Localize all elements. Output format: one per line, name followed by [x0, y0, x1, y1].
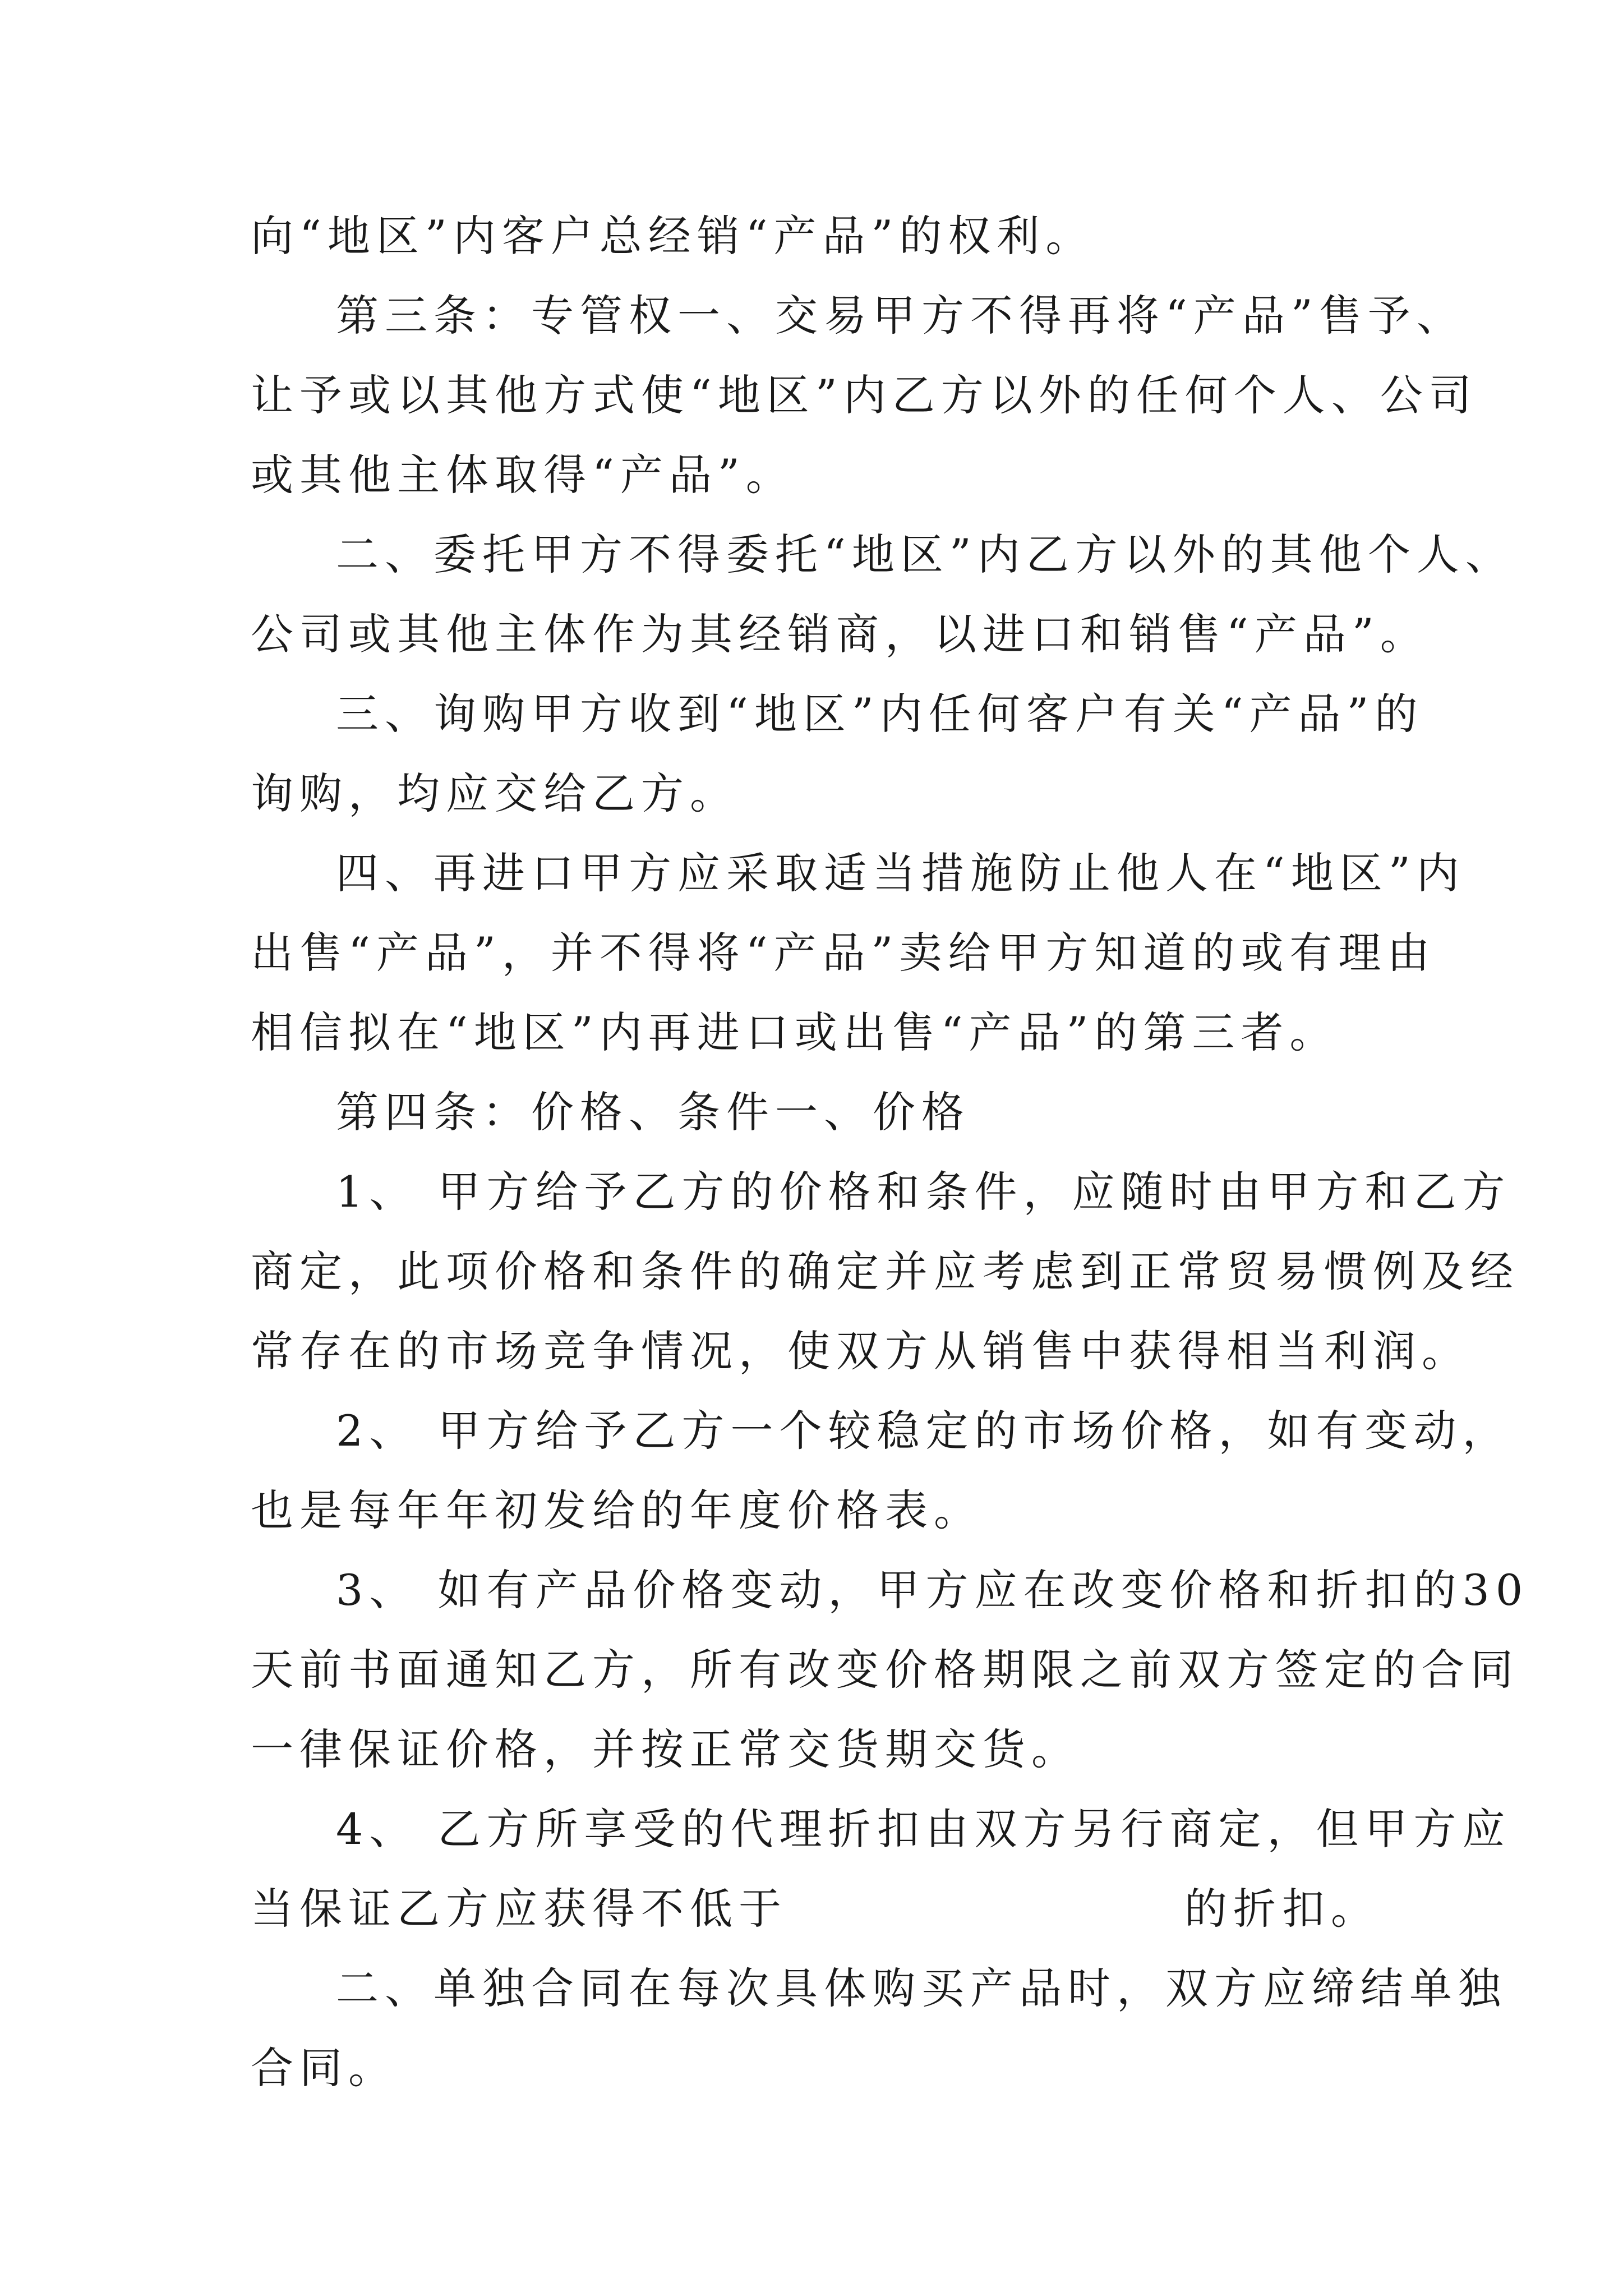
- document-body: [251, 196, 1529, 2108]
- text-line: 一律保证价格，并按正常交货期交货。: [251, 1724, 1080, 1774]
- text-line: 让予或以其他方式使“地区”内乙方以外的任何个人、公司: [251, 370, 1478, 420]
- text-line: 出售“产品”，并不得将“产品”卖给甲方知道的或有理由: [251, 928, 1436, 978]
- price-item-3-line: 3、 如有产品价格变动，甲方应在改变价格和折扣的30: [336, 1565, 1529, 1615]
- discount-line: [251, 1869, 1428, 1949]
- article-4-heading-line: 第四条：价格、条件一、价格: [336, 1087, 970, 1137]
- text-line: 合同。: [251, 2043, 397, 2093]
- separate-contract-line: 二、单独合同在每次具体购买产品时，双方应缔结单独: [336, 1963, 1507, 2013]
- clause-reimport-line: 四、再进口甲方应采取适当措施防止他人在“地区”内: [336, 848, 1465, 898]
- price-item-4-line: 4、 乙方所享受的代理折扣由双方另行商定，但甲方应: [336, 1804, 1511, 1854]
- text-line: 也是每年年初发给的年度价格表。: [251, 1485, 983, 1535]
- clause-inquiry-line: 三、询购甲方收到“地区”内任何客户有关“产品”的: [336, 689, 1424, 739]
- text-line: 天前书面通知乙方，所有改变价格期限之前双方签定的合同: [251, 1645, 1519, 1695]
- text-line: 或其他主体取得“产品”。: [251, 450, 795, 500]
- article-3-heading-line: 第三条：专管权一、交易甲方不得再将“产品”售予、: [336, 291, 1465, 341]
- text-line: 常存在的市场竞争情况，使双方从销售中获得相当利润。: [251, 1326, 1470, 1376]
- text-line: 公司或其他主体作为其经销商，以进口和销售“产品”。: [251, 609, 1429, 659]
- discount-line-tail: 的折扣。: [1184, 1884, 1380, 1934]
- text-line: 向“地区”内客户总经销“产品”的权利。: [251, 211, 1095, 261]
- price-item-1-line: 1、 甲方给予乙方的价格和条件，应随时由甲方和乙方: [336, 1167, 1511, 1217]
- clause-entrust-line: 二、委托甲方不得委托“地区”内乙方以外的其他个人、: [336, 530, 1514, 579]
- text-line: 商定，此项价格和条件的确定并应考虑到正常贸易惯例及经: [251, 1246, 1519, 1296]
- price-item-2-line: 2、 甲方给予乙方一个较稳定的市场价格，如有变动，: [336, 1406, 1511, 1456]
- text-line: 相信拟在“地区”内再进口或出售“产品”的第三者。: [251, 1007, 1339, 1057]
- text-line: 询购，均应交给乙方。: [251, 769, 739, 818]
- discount-line-lead: 当保证乙方应获得不低于: [251, 1884, 787, 1934]
